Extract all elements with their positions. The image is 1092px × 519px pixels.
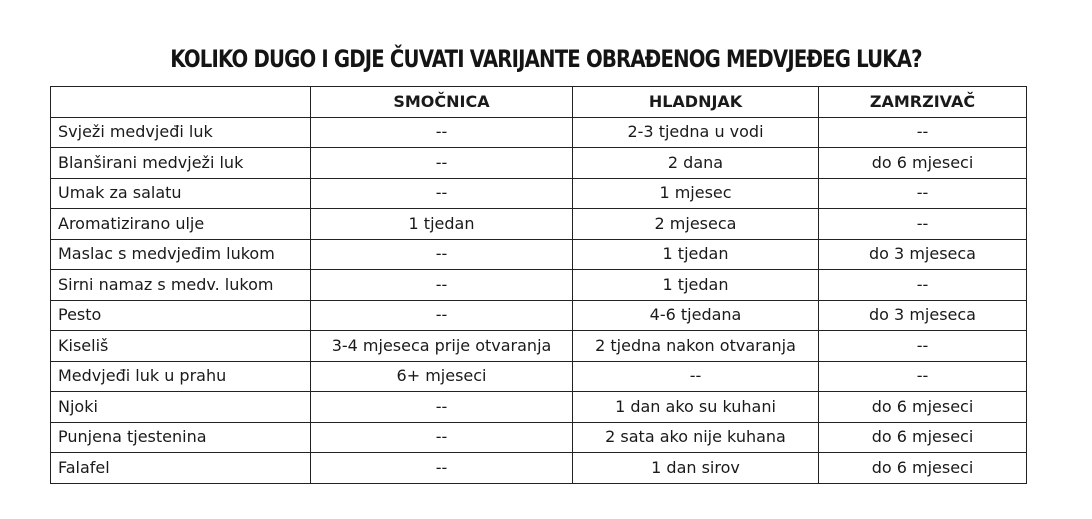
- cell-smocnica: --: [311, 117, 573, 148]
- row-label: Njoki: [51, 392, 311, 423]
- table-row: [51, 239, 1027, 270]
- row-label: Maslac s medvjeđim lukom: [51, 239, 311, 270]
- cell-hladnjak: 2 mjeseca: [573, 209, 819, 240]
- cell-zamrzivac: do 3 mjeseca: [819, 239, 1027, 270]
- table-header-row: [51, 87, 1027, 118]
- storage-table: [50, 86, 1027, 484]
- cell-smocnica: 6+ mjeseci: [311, 361, 573, 392]
- page-title: KOLIKO DUGO I GDJE ČUVATI VARIJANTE OBRAĐENOG MEDVJEĐEG LUKA?: [170, 45, 922, 73]
- cell-smocnica: --: [311, 422, 573, 453]
- cell-hladnjak: 4-6 tjedana: [573, 300, 819, 331]
- cell-zamrzivac: do 6 mjeseci: [819, 392, 1027, 423]
- cell-hladnjak: 1 tjedan: [573, 270, 819, 301]
- row-label: Svježi medvjeđi luk: [51, 117, 311, 148]
- cell-zamrzivac: do 6 mjeseci: [819, 453, 1027, 484]
- header-smocnica: SMOČNICA: [311, 87, 573, 118]
- cell-zamrzivac: --: [819, 209, 1027, 240]
- header-zamrzivac: ZAMRZIVAČ: [819, 87, 1027, 118]
- table-row: [51, 270, 1027, 301]
- row-label: Umak za salatu: [51, 178, 311, 209]
- row-label: Falafel: [51, 453, 311, 484]
- row-label: Blanširani medvježi luk: [51, 148, 311, 179]
- cell-smocnica: --: [311, 392, 573, 423]
- row-label: Aromatizirano ulje: [51, 209, 311, 240]
- cell-smocnica: --: [311, 178, 573, 209]
- cell-zamrzivac: --: [819, 270, 1027, 301]
- row-label: Medvjeđi luk u prahu: [51, 361, 311, 392]
- cell-zamrzivac: do 6 mjeseci: [819, 422, 1027, 453]
- cell-hladnjak: --: [573, 361, 819, 392]
- cell-smocnica: --: [311, 453, 573, 484]
- table-row: [51, 300, 1027, 331]
- cell-hladnjak: 2 dana: [573, 148, 819, 179]
- cell-zamrzivac: --: [819, 361, 1027, 392]
- table-row: [51, 178, 1027, 209]
- cell-smocnica: --: [311, 270, 573, 301]
- table-row: [51, 422, 1027, 453]
- cell-hladnjak: 2 tjedna nakon otvaranja: [573, 331, 819, 362]
- table-row: [51, 392, 1027, 423]
- cell-zamrzivac: --: [819, 331, 1027, 362]
- cell-smocnica: 1 tjedan: [311, 209, 573, 240]
- table-row: [51, 148, 1027, 179]
- header-empty-cell: [51, 87, 311, 118]
- header-hladnjak: HLADNJAK: [573, 87, 819, 118]
- cell-hladnjak: 1 dan ako su kuhani: [573, 392, 819, 423]
- table-row: [51, 453, 1027, 484]
- cell-hladnjak: 1 tjedan: [573, 239, 819, 270]
- row-label: Punjena tjestenina: [51, 422, 311, 453]
- cell-zamrzivac: --: [819, 178, 1027, 209]
- cell-hladnjak: 2-3 tjedna u vodi: [573, 117, 819, 148]
- cell-hladnjak: 2 sata ako nije kuhana: [573, 422, 819, 453]
- cell-smocnica: --: [311, 300, 573, 331]
- row-label: Sirni namaz s medv. lukom: [51, 270, 311, 301]
- table-row: [51, 117, 1027, 148]
- cell-zamrzivac: --: [819, 117, 1027, 148]
- row-label: Kiseliš: [51, 331, 311, 362]
- table-row: [51, 209, 1027, 240]
- row-label: Pesto: [51, 300, 311, 331]
- cell-hladnjak: 1 dan sirov: [573, 453, 819, 484]
- cell-zamrzivac: do 3 mjeseca: [819, 300, 1027, 331]
- cell-smocnica: --: [311, 239, 573, 270]
- cell-smocnica: --: [311, 148, 573, 179]
- cell-zamrzivac: do 6 mjeseci: [819, 148, 1027, 179]
- cell-hladnjak: 1 mjesec: [573, 178, 819, 209]
- cell-smocnica: 3-4 mjeseca prije otvaranja: [311, 331, 573, 362]
- table-row: [51, 361, 1027, 392]
- table-row: [51, 331, 1027, 362]
